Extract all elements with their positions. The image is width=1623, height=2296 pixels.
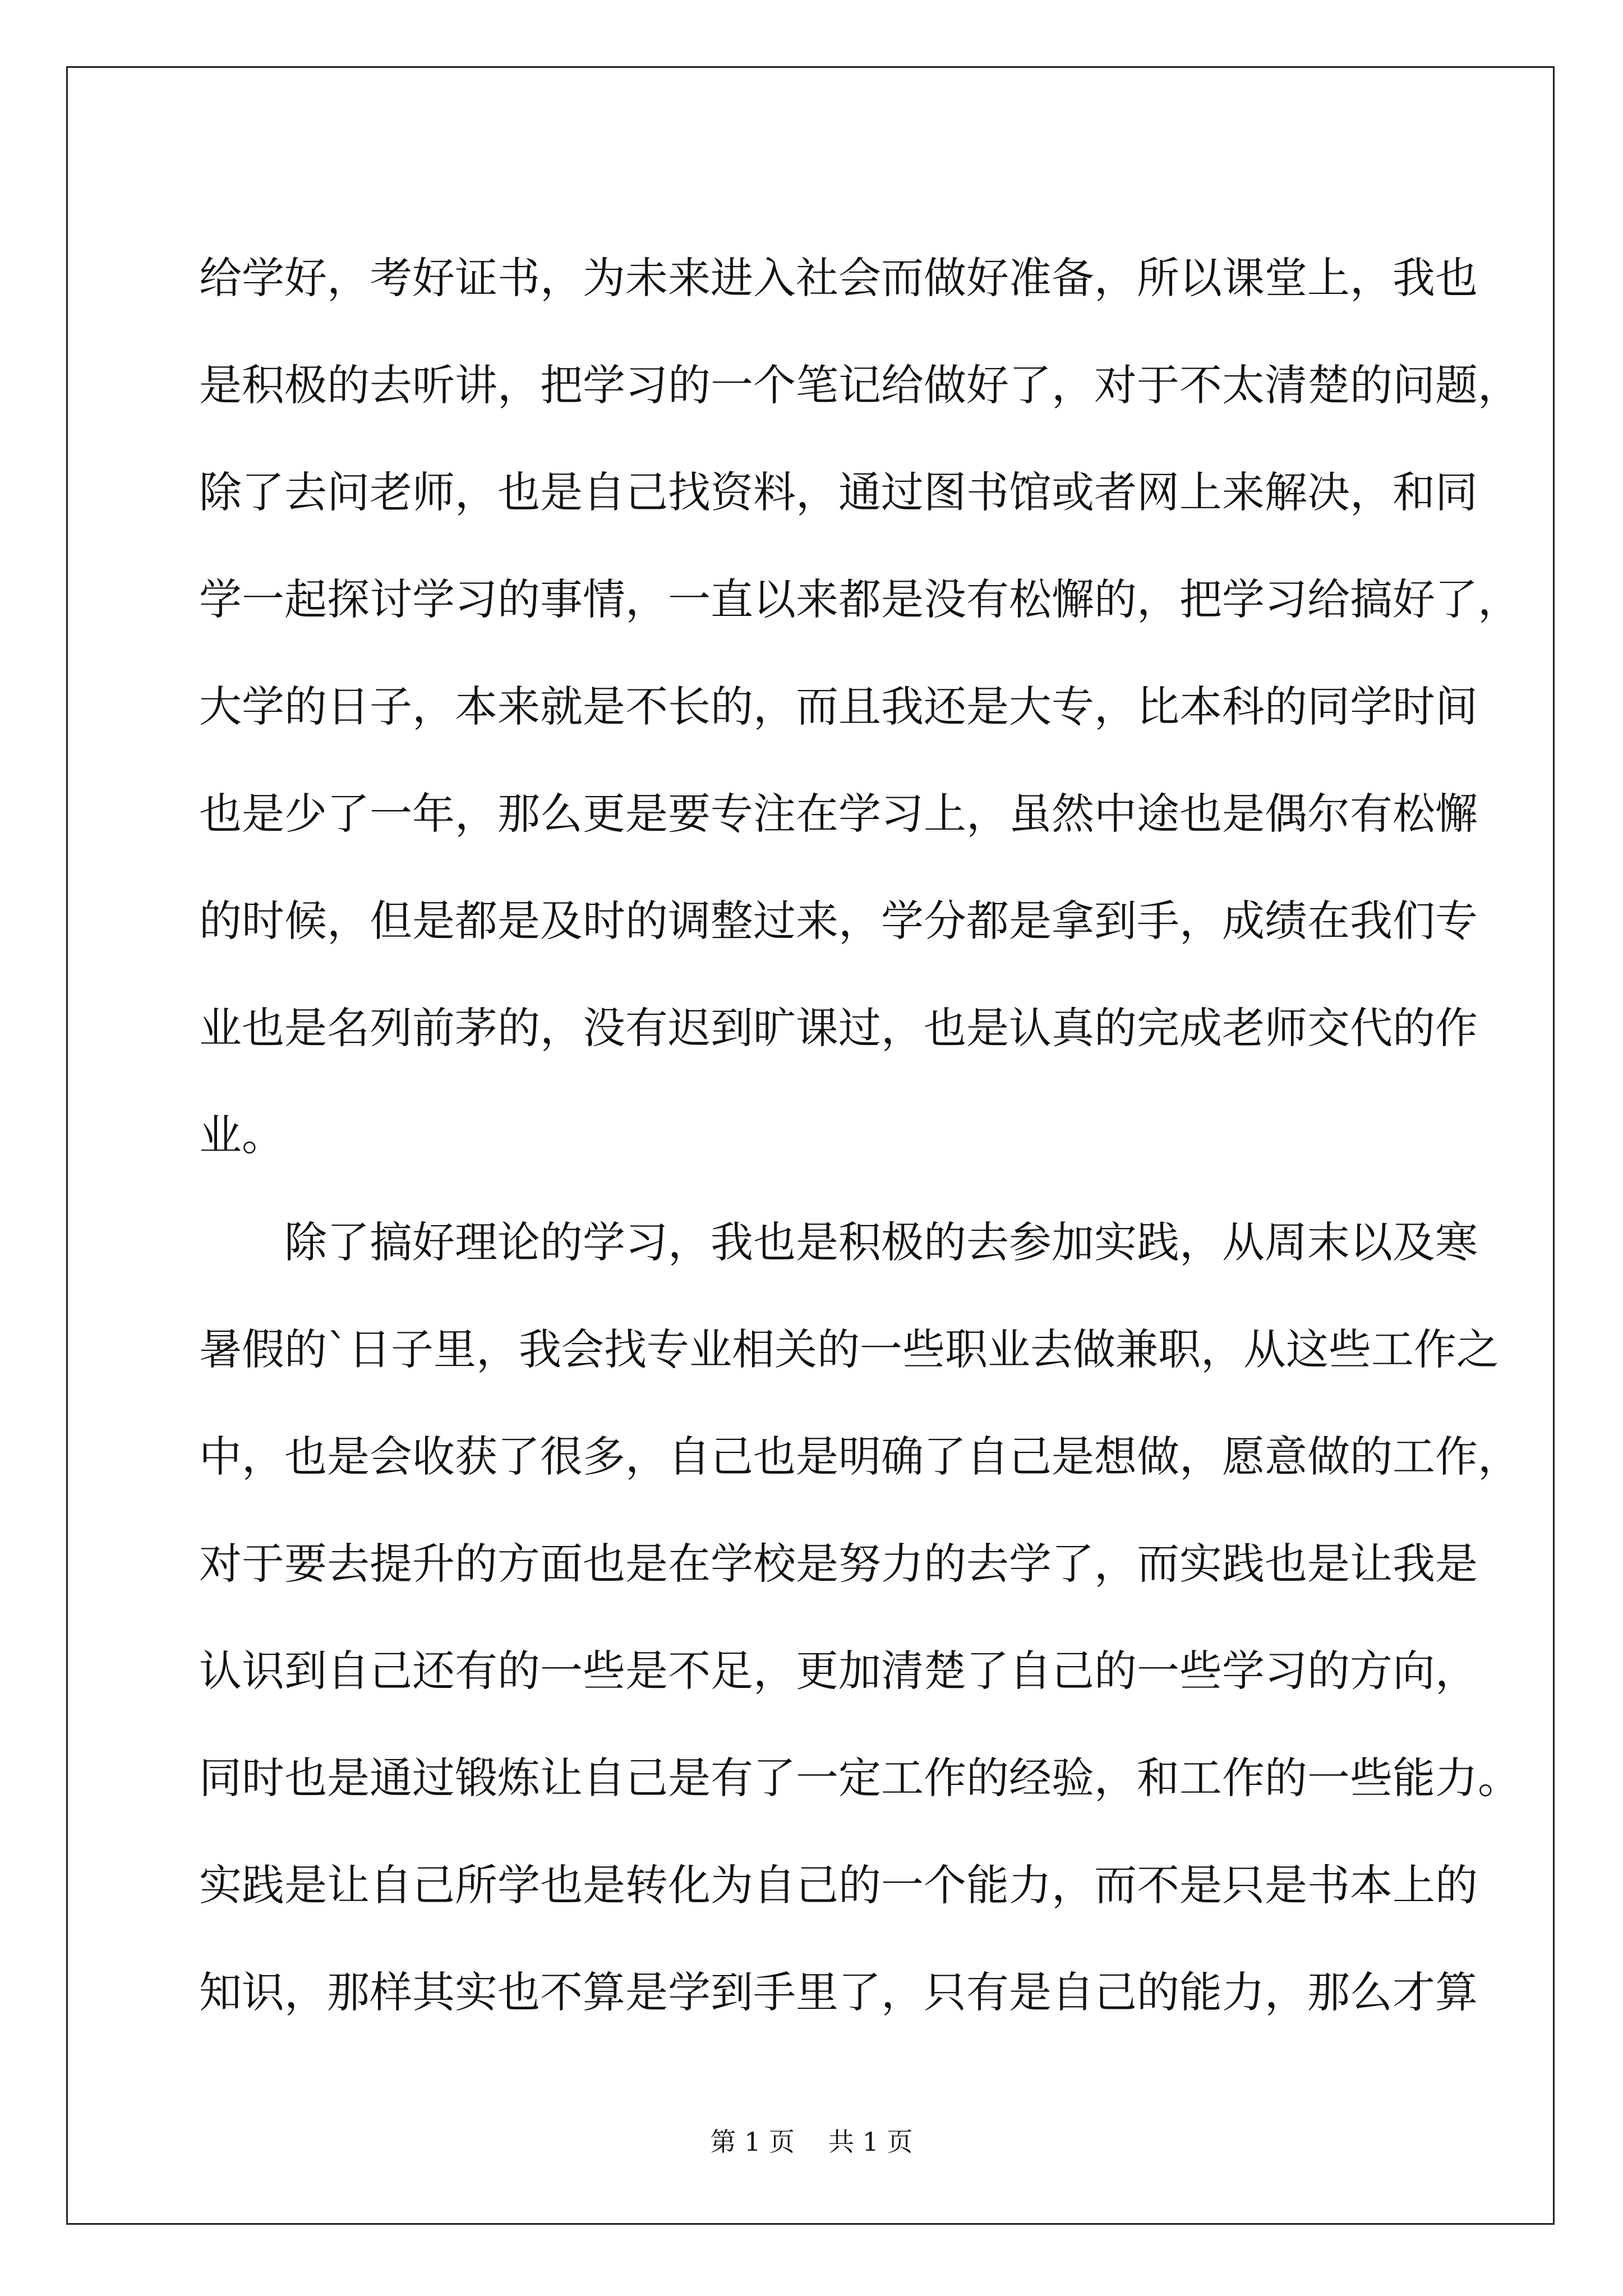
text-line-15: 同时也是通过锻炼让自己是有了一定工作的经验，和工作的一些能力。 (199, 1753, 1520, 1803)
document-body (199, 224, 1520, 2046)
text-line-14: 认识到自己还有的一些是不足，更加清楚了自己的一些学习的方向， (199, 1646, 1478, 1696)
text-line-5: 大学的日子，本来就是不长的，而且我还是大专，比本科的同学时间 (199, 682, 1478, 731)
text-line-3: 除了去问老师，也是自己找资料，通过图书馆或者网上来解决，和同 (199, 467, 1478, 517)
text-line-9: 业。 (199, 1110, 284, 1160)
page-number: 第 1 页 (710, 2127, 795, 2157)
page-total: 共 1 页 (828, 2127, 913, 2157)
text-line-7: 的时候，但是都是及时的调整过来，学分都是拿到手，成绩在我们专 (199, 896, 1478, 946)
text-line-16: 实践是让自己所学也是转化为自己的一个能力，而不是只是书本上的 (199, 1860, 1478, 1910)
text-line-17: 知识，那样其实也不算是学到手里了，只有是自己的能力，那么才算 (199, 1967, 1478, 2017)
page-footer (0, 2122, 1623, 2159)
text-line-4: 学一起探讨学习的事情，一直以来都是没有松懈的，把学习给搞好了， (199, 574, 1520, 624)
text-line-8: 业也是名列前茅的，没有迟到旷课过，也是认真的完成老师交代的作 (199, 1003, 1478, 1053)
text-line-6: 也是少了一年，那么更是要专注在学习上，虽然中途也是偶尔有松懈 (199, 789, 1478, 839)
text-line-11: 暑假的`日子里，我会找专业相关的一些职业去做兼职，从这些工作之 (199, 1324, 1499, 1374)
text-line-12: 中，也是会收获了很多，自己也是明确了自己是想做，愿意做的工作， (199, 1432, 1520, 1481)
text-line-2: 是积极的去听讲，把学习的一个笔记给做好了，对于不太清楚的问题， (199, 360, 1520, 410)
text-line-10: 除了搞好理论的学习，我也是积极的去参加实践，从周末以及寒 (199, 1217, 1478, 1267)
text-line-1: 给学好，考好证书，为未来进入社会而做好准备，所以课堂上，我也 (199, 253, 1478, 303)
text-line-13: 对于要去提升的方面也是在学校是努力的去学了，而实践也是让我是 (199, 1539, 1478, 1589)
